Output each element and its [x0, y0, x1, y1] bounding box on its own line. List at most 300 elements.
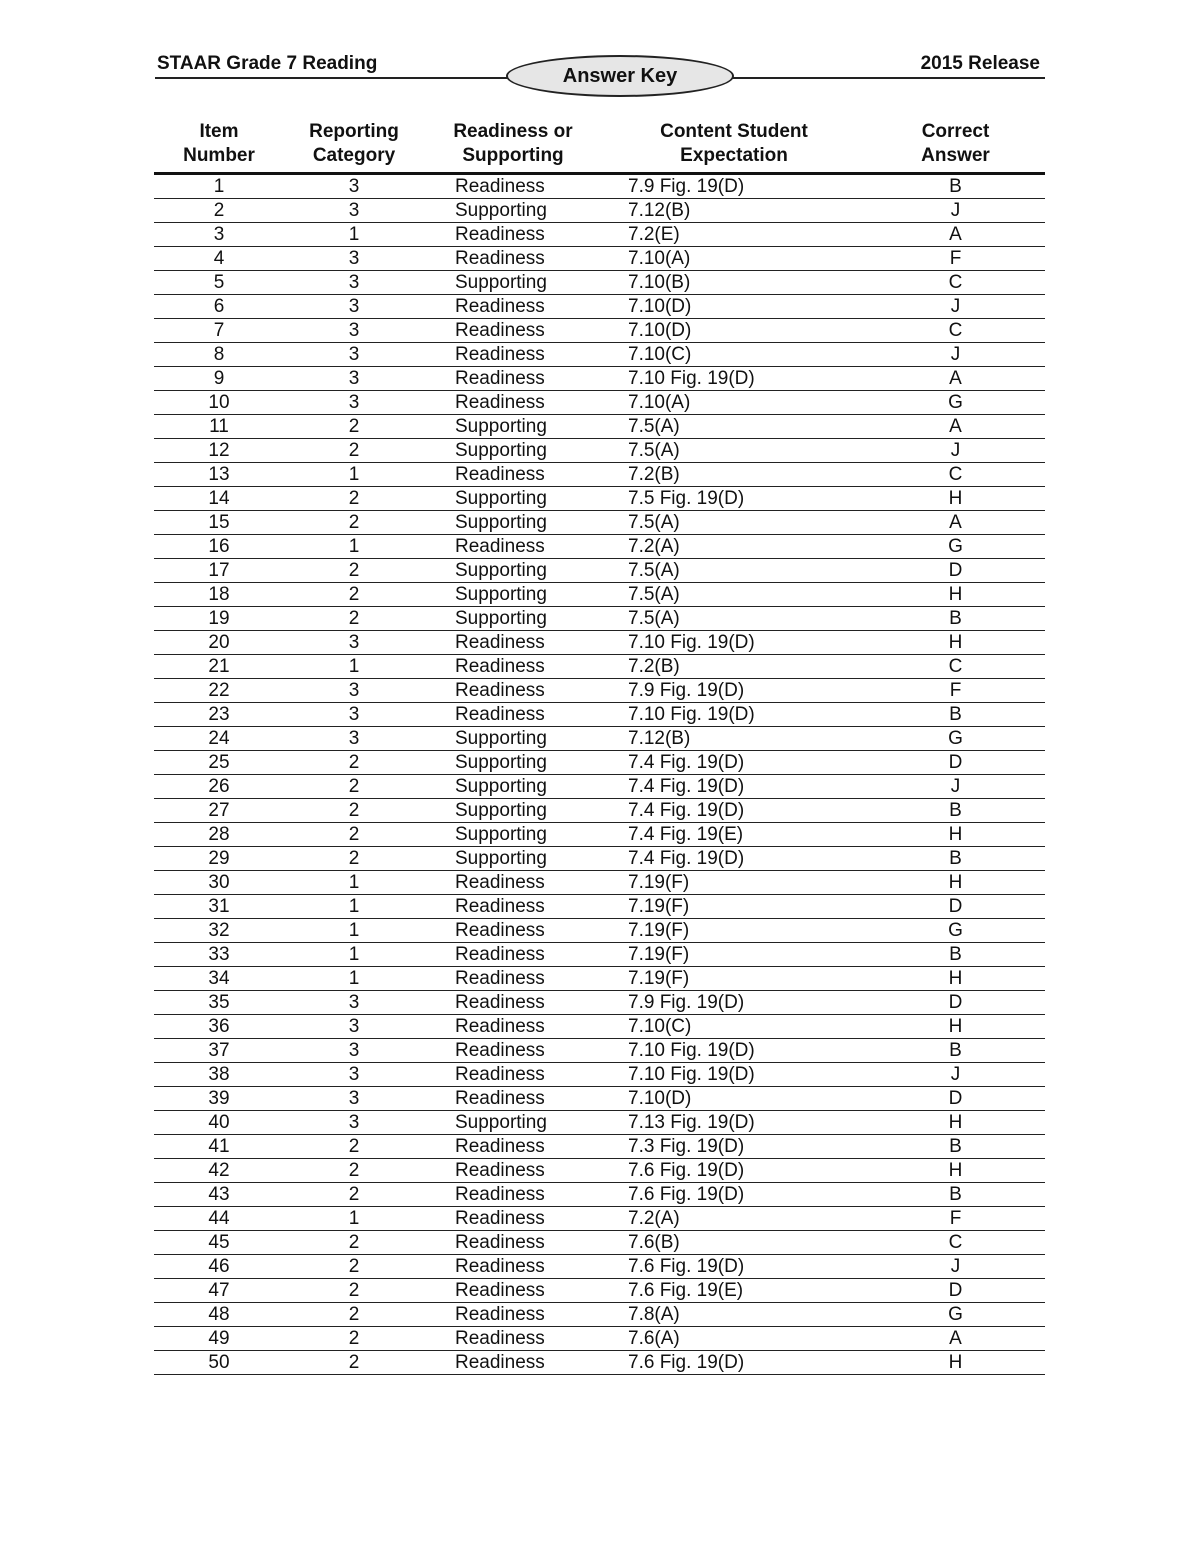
cell-student-expectation: 7.10 Fig. 19(D) [602, 631, 866, 655]
cell-student-expectation: 7.5(A) [602, 559, 866, 583]
cell-item-number: 35 [154, 991, 284, 1015]
cell-correct-answer: J [866, 343, 1045, 367]
cell-readiness-supporting: Readiness [424, 1063, 602, 1087]
cell-item-number: 14 [154, 487, 284, 511]
cell-item-number: 19 [154, 607, 284, 631]
cell-readiness-supporting: Readiness [424, 1279, 602, 1303]
cell-reporting-category: 3 [284, 727, 424, 751]
table-row [154, 727, 1045, 751]
cell-readiness-supporting: Readiness [424, 895, 602, 919]
cell-readiness-supporting: Supporting [424, 823, 602, 847]
column-header-item-number: Item Number [183, 121, 255, 166]
cell-correct-answer: B [866, 174, 1045, 199]
cell-readiness-supporting: Readiness [424, 1303, 602, 1327]
cell-student-expectation: 7.3 Fig. 19(D) [602, 1135, 866, 1159]
cell-reporting-category: 2 [284, 1255, 424, 1279]
answer-key-badge: Answer Key [506, 55, 734, 97]
answer-key-table [154, 120, 1045, 1375]
cell-student-expectation: 7.6(B) [602, 1231, 866, 1255]
cell-reporting-category: 2 [284, 415, 424, 439]
cell-readiness-supporting: Supporting [424, 751, 602, 775]
cell-item-number: 33 [154, 943, 284, 967]
cell-correct-answer: H [866, 1351, 1045, 1375]
cell-item-number: 4 [154, 247, 284, 271]
cell-readiness-supporting: Readiness [424, 1087, 602, 1111]
cell-item-number: 49 [154, 1327, 284, 1351]
cell-item-number: 17 [154, 559, 284, 583]
cell-reporting-category: 3 [284, 295, 424, 319]
cell-reporting-category: 2 [284, 1135, 424, 1159]
cell-student-expectation: 7.10 Fig. 19(D) [602, 1063, 866, 1087]
cell-correct-answer: F [866, 247, 1045, 271]
cell-item-number: 5 [154, 271, 284, 295]
cell-reporting-category: 2 [284, 559, 424, 583]
table-row [154, 1279, 1045, 1303]
cell-item-number: 20 [154, 631, 284, 655]
cell-readiness-supporting: Supporting [424, 583, 602, 607]
cell-readiness-supporting: Supporting [424, 439, 602, 463]
cell-reporting-category: 2 [284, 583, 424, 607]
table-row [154, 295, 1045, 319]
cell-reporting-category: 2 [284, 1159, 424, 1183]
cell-item-number: 34 [154, 967, 284, 991]
cell-student-expectation: 7.6 Fig. 19(D) [602, 1255, 866, 1279]
table-row [154, 1255, 1045, 1279]
table-row [154, 1303, 1045, 1327]
cell-readiness-supporting: Readiness [424, 391, 602, 415]
cell-correct-answer: D [866, 1087, 1045, 1111]
cell-item-number: 37 [154, 1039, 284, 1063]
cell-reporting-category: 2 [284, 1351, 424, 1375]
column-header-student-expectation: Content Student Expectation [660, 121, 808, 166]
table-row [154, 319, 1045, 343]
column-header-correct-answer: Correct Answer [921, 121, 990, 166]
cell-reporting-category: 3 [284, 991, 424, 1015]
cell-item-number: 36 [154, 1015, 284, 1039]
cell-item-number: 43 [154, 1183, 284, 1207]
cell-student-expectation: 7.6 Fig. 19(E) [602, 1279, 866, 1303]
cell-reporting-category: 2 [284, 511, 424, 535]
cell-correct-answer: D [866, 751, 1045, 775]
table-row [154, 1015, 1045, 1039]
cell-student-expectation: 7.9 Fig. 19(D) [602, 174, 866, 199]
table-row [154, 967, 1045, 991]
cell-readiness-supporting: Readiness [424, 631, 602, 655]
cell-readiness-supporting: Readiness [424, 1015, 602, 1039]
cell-correct-answer: A [866, 415, 1045, 439]
cell-item-number: 39 [154, 1087, 284, 1111]
cell-item-number: 45 [154, 1231, 284, 1255]
cell-item-number: 24 [154, 727, 284, 751]
cell-student-expectation: 7.4 Fig. 19(D) [602, 751, 866, 775]
table-row [154, 487, 1045, 511]
cell-readiness-supporting: Readiness [424, 1351, 602, 1375]
cell-student-expectation: 7.9 Fig. 19(D) [602, 991, 866, 1015]
cell-correct-answer: G [866, 727, 1045, 751]
cell-student-expectation: 7.4 Fig. 19(D) [602, 775, 866, 799]
cell-item-number: 3 [154, 223, 284, 247]
cell-readiness-supporting: Readiness [424, 343, 602, 367]
table-row [154, 223, 1045, 247]
cell-student-expectation: 7.4 Fig. 19(E) [602, 823, 866, 847]
cell-correct-answer: J [866, 1255, 1045, 1279]
cell-reporting-category: 1 [284, 919, 424, 943]
table-row [154, 415, 1045, 439]
cell-correct-answer: D [866, 895, 1045, 919]
cell-student-expectation: 7.6(A) [602, 1327, 866, 1351]
cell-student-expectation: 7.5(A) [602, 607, 866, 631]
cell-student-expectation: 7.8(A) [602, 1303, 866, 1327]
cell-reporting-category: 2 [284, 1303, 424, 1327]
cell-readiness-supporting: Readiness [424, 223, 602, 247]
cell-item-number: 48 [154, 1303, 284, 1327]
cell-reporting-category: 1 [284, 967, 424, 991]
cell-correct-answer: B [866, 1039, 1045, 1063]
cell-student-expectation: 7.19(F) [602, 943, 866, 967]
cell-reporting-category: 3 [284, 391, 424, 415]
cell-readiness-supporting: Readiness [424, 295, 602, 319]
cell-correct-answer: B [866, 607, 1045, 631]
release-label: 2015 Release [920, 53, 1040, 74]
table-row [154, 391, 1045, 415]
cell-correct-answer: B [866, 847, 1045, 871]
table-row [154, 583, 1045, 607]
cell-readiness-supporting: Readiness [424, 679, 602, 703]
cell-readiness-supporting: Supporting [424, 511, 602, 535]
cell-item-number: 12 [154, 439, 284, 463]
column-header-reporting-category: Reporting Category [309, 121, 399, 166]
cell-readiness-supporting: Supporting [424, 559, 602, 583]
cell-correct-answer: B [866, 799, 1045, 823]
cell-reporting-category: 1 [284, 871, 424, 895]
cell-correct-answer: C [866, 1231, 1045, 1255]
cell-readiness-supporting: Readiness [424, 174, 602, 199]
cell-reporting-category: 3 [284, 631, 424, 655]
cell-student-expectation: 7.10(D) [602, 295, 866, 319]
cell-item-number: 40 [154, 1111, 284, 1135]
cell-item-number: 18 [154, 583, 284, 607]
cell-correct-answer: A [866, 511, 1045, 535]
cell-reporting-category: 1 [284, 655, 424, 679]
table-row [154, 343, 1045, 367]
cell-readiness-supporting: Supporting [424, 415, 602, 439]
cell-reporting-category: 1 [284, 535, 424, 559]
cell-reporting-category: 3 [284, 1111, 424, 1135]
cell-readiness-supporting: Readiness [424, 463, 602, 487]
cell-student-expectation: 7.12(B) [602, 199, 866, 223]
cell-student-expectation: 7.4 Fig. 19(D) [602, 799, 866, 823]
cell-student-expectation: 7.10(D) [602, 319, 866, 343]
cell-student-expectation: 7.2(A) [602, 1207, 866, 1231]
cell-reporting-category: 2 [284, 751, 424, 775]
cell-reporting-category: 2 [284, 1327, 424, 1351]
column-header-readiness-supporting: Readiness or Supporting [453, 121, 573, 166]
cell-reporting-category: 1 [284, 223, 424, 247]
table-row [154, 1039, 1045, 1063]
table-row [154, 367, 1045, 391]
cell-item-number: 31 [154, 895, 284, 919]
cell-reporting-category: 3 [284, 703, 424, 727]
cell-student-expectation: 7.10(B) [602, 271, 866, 295]
cell-item-number: 25 [154, 751, 284, 775]
cell-item-number: 16 [154, 535, 284, 559]
cell-correct-answer: G [866, 391, 1045, 415]
table-row [154, 895, 1045, 919]
cell-correct-answer: C [866, 655, 1045, 679]
cell-reporting-category: 3 [284, 271, 424, 295]
cell-item-number: 44 [154, 1207, 284, 1231]
header-row [154, 120, 1045, 174]
cell-readiness-supporting: Supporting [424, 271, 602, 295]
cell-reporting-category: 3 [284, 319, 424, 343]
cell-correct-answer: A [866, 223, 1045, 247]
cell-correct-answer: F [866, 679, 1045, 703]
table-row [154, 1135, 1045, 1159]
cell-student-expectation: 7.19(F) [602, 919, 866, 943]
cell-student-expectation: 7.10(A) [602, 391, 866, 415]
table-body [154, 174, 1045, 1375]
cell-item-number: 47 [154, 1279, 284, 1303]
cell-item-number: 42 [154, 1159, 284, 1183]
cell-reporting-category: 1 [284, 895, 424, 919]
table-row [154, 655, 1045, 679]
cell-student-expectation: 7.5 Fig. 19(D) [602, 487, 866, 511]
cell-student-expectation: 7.10 Fig. 19(D) [602, 367, 866, 391]
cell-item-number: 50 [154, 1351, 284, 1375]
cell-correct-answer: H [866, 967, 1045, 991]
cell-readiness-supporting: Readiness [424, 1159, 602, 1183]
cell-readiness-supporting: Supporting [424, 847, 602, 871]
cell-readiness-supporting: Readiness [424, 967, 602, 991]
cell-student-expectation: 7.5(A) [602, 583, 866, 607]
cell-student-expectation: 7.19(F) [602, 895, 866, 919]
cell-reporting-category: 1 [284, 1207, 424, 1231]
cell-correct-answer: J [866, 775, 1045, 799]
table-row [154, 199, 1045, 223]
cell-student-expectation: 7.6 Fig. 19(D) [602, 1183, 866, 1207]
cell-readiness-supporting: Supporting [424, 799, 602, 823]
cell-correct-answer: H [866, 871, 1045, 895]
cell-student-expectation: 7.12(B) [602, 727, 866, 751]
cell-readiness-supporting: Supporting [424, 487, 602, 511]
cell-correct-answer: H [866, 1159, 1045, 1183]
cell-item-number: 21 [154, 655, 284, 679]
cell-correct-answer: H [866, 487, 1045, 511]
cell-reporting-category: 2 [284, 823, 424, 847]
table-row [154, 247, 1045, 271]
cell-correct-answer: H [866, 823, 1045, 847]
cell-reporting-category: 2 [284, 799, 424, 823]
cell-item-number: 28 [154, 823, 284, 847]
cell-item-number: 22 [154, 679, 284, 703]
cell-item-number: 29 [154, 847, 284, 871]
cell-readiness-supporting: Readiness [424, 367, 602, 391]
cell-correct-answer: D [866, 559, 1045, 583]
cell-student-expectation: 7.2(B) [602, 463, 866, 487]
cell-reporting-category: 3 [284, 367, 424, 391]
cell-correct-answer: C [866, 271, 1045, 295]
cell-reporting-category: 3 [284, 1015, 424, 1039]
cell-item-number: 13 [154, 463, 284, 487]
cell-correct-answer: H [866, 631, 1045, 655]
table-row [154, 775, 1045, 799]
table-row [154, 823, 1045, 847]
cell-correct-answer: H [866, 583, 1045, 607]
cell-reporting-category: 3 [284, 679, 424, 703]
cell-readiness-supporting: Readiness [424, 1039, 602, 1063]
cell-student-expectation: 7.6 Fig. 19(D) [602, 1351, 866, 1375]
cell-readiness-supporting: Readiness [424, 1255, 602, 1279]
cell-item-number: 1 [154, 174, 284, 199]
cell-student-expectation: 7.2(B) [602, 655, 866, 679]
table-row [154, 703, 1045, 727]
table-row [154, 679, 1045, 703]
cell-correct-answer: A [866, 1327, 1045, 1351]
cell-item-number: 23 [154, 703, 284, 727]
cell-student-expectation: 7.13 Fig. 19(D) [602, 1111, 866, 1135]
cell-readiness-supporting: Readiness [424, 703, 602, 727]
cell-correct-answer: G [866, 1303, 1045, 1327]
cell-student-expectation: 7.9 Fig. 19(D) [602, 679, 866, 703]
cell-reporting-category: 2 [284, 1183, 424, 1207]
cell-correct-answer: C [866, 319, 1045, 343]
table-row [154, 943, 1045, 967]
cell-student-expectation: 7.2(A) [602, 535, 866, 559]
cell-item-number: 8 [154, 343, 284, 367]
cell-correct-answer: J [866, 1063, 1045, 1087]
table-row [154, 1159, 1045, 1183]
cell-reporting-category: 2 [284, 1231, 424, 1255]
cell-readiness-supporting: Readiness [424, 943, 602, 967]
table-row [154, 1063, 1045, 1087]
cell-reporting-category: 2 [284, 775, 424, 799]
table-row [154, 1183, 1045, 1207]
cell-student-expectation: 7.5(A) [602, 511, 866, 535]
cell-reporting-category: 2 [284, 487, 424, 511]
cell-student-expectation: 7.2(E) [602, 223, 866, 247]
cell-reporting-category: 2 [284, 439, 424, 463]
table-row [154, 463, 1045, 487]
cell-reporting-category: 3 [284, 1039, 424, 1063]
table-row [154, 511, 1045, 535]
cell-reporting-category: 3 [284, 343, 424, 367]
cell-readiness-supporting: Supporting [424, 607, 602, 631]
cell-reporting-category: 1 [284, 943, 424, 967]
cell-item-number: 2 [154, 199, 284, 223]
cell-correct-answer: D [866, 1279, 1045, 1303]
cell-item-number: 26 [154, 775, 284, 799]
table-row [154, 439, 1045, 463]
cell-readiness-supporting: Supporting [424, 199, 602, 223]
table-row [154, 799, 1045, 823]
cell-correct-answer: H [866, 1015, 1045, 1039]
cell-item-number: 41 [154, 1135, 284, 1159]
cell-correct-answer: B [866, 943, 1045, 967]
table-row [154, 1327, 1045, 1351]
cell-correct-answer: J [866, 439, 1045, 463]
cell-readiness-supporting: Readiness [424, 1207, 602, 1231]
cell-readiness-supporting: Readiness [424, 319, 602, 343]
table-row [154, 871, 1045, 895]
cell-item-number: 11 [154, 415, 284, 439]
cell-student-expectation: 7.10(C) [602, 1015, 866, 1039]
cell-item-number: 38 [154, 1063, 284, 1087]
cell-reporting-category: 3 [284, 199, 424, 223]
cell-student-expectation: 7.10(A) [602, 247, 866, 271]
cell-readiness-supporting: Readiness [424, 1135, 602, 1159]
cell-readiness-supporting: Readiness [424, 1327, 602, 1351]
cell-readiness-supporting: Supporting [424, 775, 602, 799]
cell-student-expectation: 7.19(F) [602, 967, 866, 991]
cell-correct-answer: A [866, 367, 1045, 391]
table-row [154, 271, 1045, 295]
cell-correct-answer: J [866, 295, 1045, 319]
cell-item-number: 30 [154, 871, 284, 895]
cell-item-number: 32 [154, 919, 284, 943]
cell-item-number: 15 [154, 511, 284, 535]
cell-reporting-category: 3 [284, 1063, 424, 1087]
table-row [154, 1087, 1045, 1111]
cell-student-expectation: 7.4 Fig. 19(D) [602, 847, 866, 871]
cell-item-number: 6 [154, 295, 284, 319]
table-row [154, 607, 1045, 631]
cell-reporting-category: 2 [284, 847, 424, 871]
cell-correct-answer: B [866, 1183, 1045, 1207]
cell-correct-answer: C [866, 463, 1045, 487]
cell-reporting-category: 1 [284, 463, 424, 487]
cell-item-number: 9 [154, 367, 284, 391]
cell-student-expectation: 7.19(F) [602, 871, 866, 895]
cell-correct-answer: F [866, 1207, 1045, 1231]
cell-readiness-supporting: Readiness [424, 991, 602, 1015]
table-row [154, 1351, 1045, 1375]
table-row [154, 174, 1045, 199]
cell-reporting-category: 2 [284, 607, 424, 631]
cell-reporting-category: 3 [284, 1087, 424, 1111]
cell-readiness-supporting: Readiness [424, 871, 602, 895]
cell-correct-answer: H [866, 1111, 1045, 1135]
table-row [154, 847, 1045, 871]
cell-readiness-supporting: Readiness [424, 1183, 602, 1207]
cell-item-number: 10 [154, 391, 284, 415]
table-row [154, 751, 1045, 775]
cell-student-expectation: 7.10(D) [602, 1087, 866, 1111]
cell-student-expectation: 7.5(A) [602, 439, 866, 463]
cell-item-number: 27 [154, 799, 284, 823]
table-row [154, 535, 1045, 559]
cell-correct-answer: B [866, 703, 1045, 727]
cell-student-expectation: 7.5(A) [602, 415, 866, 439]
cell-student-expectation: 7.6 Fig. 19(D) [602, 1159, 866, 1183]
cell-student-expectation: 7.10 Fig. 19(D) [602, 703, 866, 727]
table-row [154, 991, 1045, 1015]
table-row [154, 631, 1045, 655]
cell-readiness-supporting: Supporting [424, 1111, 602, 1135]
table-header [154, 120, 1045, 174]
cell-readiness-supporting: Supporting [424, 727, 602, 751]
cell-correct-answer: G [866, 535, 1045, 559]
cell-correct-answer: J [866, 199, 1045, 223]
cell-reporting-category: 3 [284, 247, 424, 271]
document-title: STAAR Grade 7 Reading [157, 53, 378, 74]
cell-readiness-supporting: Readiness [424, 535, 602, 559]
cell-readiness-supporting: Readiness [424, 247, 602, 271]
table-row [154, 919, 1045, 943]
cell-reporting-category: 3 [284, 174, 424, 199]
cell-readiness-supporting: Readiness [424, 919, 602, 943]
cell-item-number: 7 [154, 319, 284, 343]
table-row [154, 1207, 1045, 1231]
